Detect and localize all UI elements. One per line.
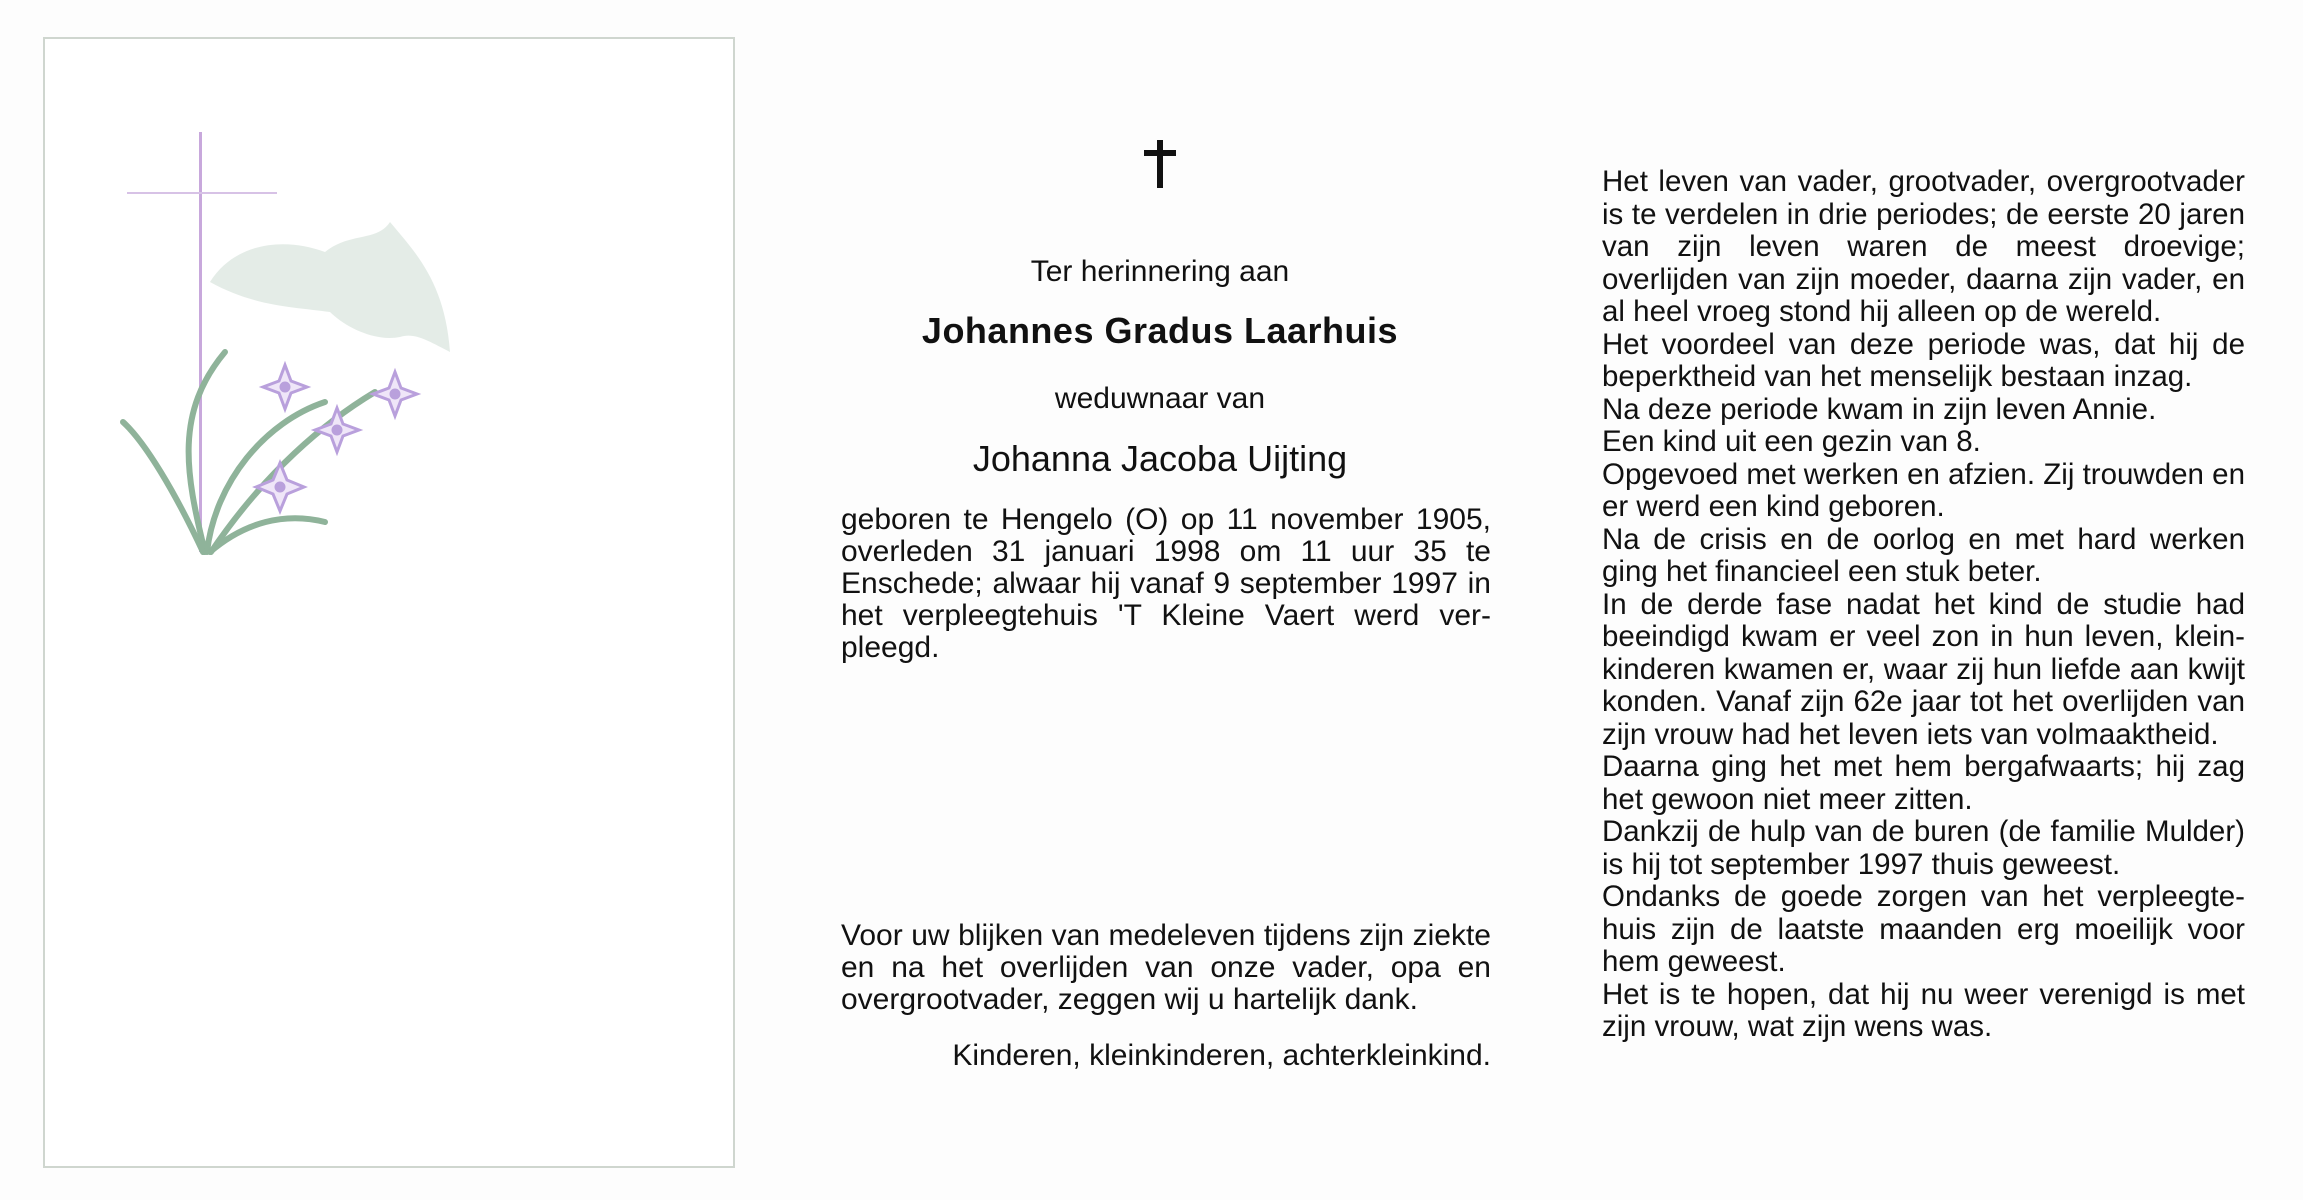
- story-paragraph: Opgevoed met werken en afzien. Zij trouwden en er werd een kind geboren.: [1602, 457, 2245, 523]
- story-paragraph: Het leven van vader, grootvader, overgrootvader is te verdelen in drie periodes; de eerste 20 jaren van zijn leven waren de meest droevige; overlijden van zijn moeder, daarna zijn vader, en al heel vroeg stond hij alleen op de wereld.: [1602, 165, 2245, 328]
- flower: [315, 408, 359, 452]
- cross-vertical-beam: [199, 132, 202, 552]
- flowers: [256, 365, 417, 511]
- spouse-name: Johanna Jacoba Uijting: [972, 438, 1348, 479]
- story-paragraph: Na de crisis en de oorlog en met hard werken ging het financieel een stuk beter.: [1602, 522, 2245, 588]
- signature: Kinderen, kleinkinderen, achterkleinkind.: [952, 1039, 1491, 1072]
- life-story: [1602, 166, 2245, 1044]
- story-paragraph: In de derde fase nadat het kind de studie had beeindigd kwam er veel zon in hun leven, kleinkinderen kwamen er, waar zij hun liefde aan kwijt konden. Vanaf zijn 62e jaar tot het overlijden van zijn vrouw had het leven iets van volmaaktheid.: [1602, 587, 2245, 751]
- intro-text: Ter herinnering aan: [1030, 255, 1290, 288]
- story-paragraph: Het is te hopen, dat hij nu weer verenigd is met zijn vrouw, wat zijn wens was.: [1602, 977, 2245, 1043]
- biography: geboren te Hengelo (O) op 11 november 1905, overleden 31 januari 1998 om 11 uur 35 te Enschede; alwaar hij vanaf 9 september 1997 in het verpleegtehuis 'T Kleine Vaert werd verpleegd.: [841, 503, 1491, 664]
- story-paragraph: Ondanks de goede zorgen van het verpleegtehuis zijn de laatste maanden erg moeilijk voor hem geweest.: [1602, 880, 2245, 978]
- deceased-name: Johannes Gradus Laarhuis: [921, 310, 1399, 351]
- thanks-note: Voor uw blijken van medeleven tijdens zijn ziekte en na het overlijden van onze vader, opa en overgrootvader, zeggen wij u hartelijk dank.: [841, 919, 1491, 1016]
- story-paragraph: Een kind uit een gezin van 8.: [1602, 425, 1981, 458]
- story-paragraph: Daarna ging het met hem bergafwaarts; hij zag het gewoon niet meer zitten.: [1602, 750, 2245, 816]
- dove-shape: [210, 222, 450, 352]
- cross-horizontal-beam: [127, 192, 277, 194]
- relation-text: weduwnaar van: [1054, 382, 1266, 415]
- story-paragraph: Na deze periode kwam in zijn leven Annie.: [1602, 392, 2157, 426]
- latin-cross-icon: [1130, 120, 1190, 190]
- flower: [263, 365, 307, 409]
- flower: [373, 372, 417, 416]
- story-paragraph: Dankzij de hulp van de buren (de familie Mulder) is hij tot september 1997 thuis geweest.: [1602, 815, 2245, 881]
- front-panel: [43, 37, 735, 1168]
- story-paragraph: Het voordeel van deze periode was, dat hij de beperktheid van het menselijk bestaan inzag.: [1602, 327, 2245, 393]
- flower: [256, 463, 304, 511]
- cross-dove-flowers-illustration: [115, 92, 475, 562]
- life-story-column: [1602, 166, 2245, 1044]
